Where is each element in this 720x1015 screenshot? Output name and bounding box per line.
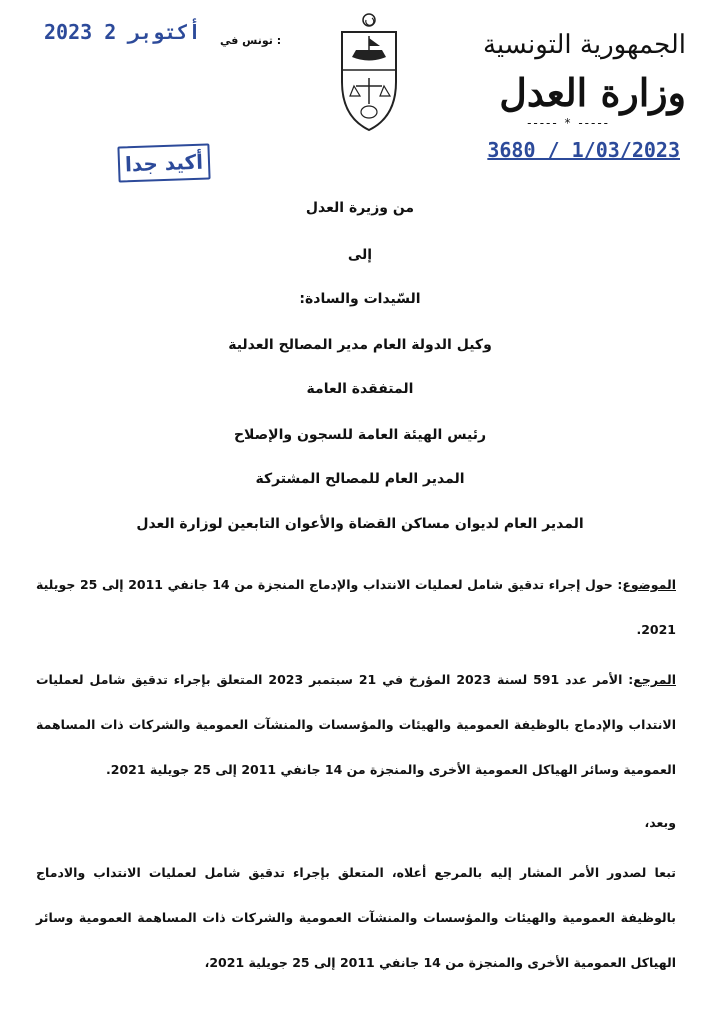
recipient-line: وكيل الدولة العام مدير المصالح العدلية <box>228 337 492 353</box>
urgent-stamp: أكيد جدا <box>117 143 210 182</box>
recipient-line: رئيس الهيئة العامة للسجون والإصلاح <box>233 427 487 443</box>
recipient-line: المدير العام للمصالح المشتركة <box>255 471 465 487</box>
opening-line: وبعد، <box>644 815 676 830</box>
to-line: إلى <box>347 247 373 263</box>
reference-text: : الأمر عدد 591 لسنة 2023 المؤرخ في 21 سبتمبر 2023 المتعلق بإجراء تدقيق شامل لعمليات الانتداب والإدماج بالوظيفة العمومية والهيئات والمؤسسات والمنشآت العمومية والشركات ذات المساهمة العمومية وسائر الهياكل العمومية الأخرى والمنجزة من 14 جانفي 2011 إلى 25 جويلية 2021. <box>36 672 676 777</box>
subject-paragraph <box>36 562 676 652</box>
sender-line: من وزيرة العدل <box>305 200 415 216</box>
subject-label: الموضوع <box>622 577 676 592</box>
salutation-line: السّيدات والسادة: <box>299 291 421 307</box>
republic-title: الجمهورية التونسية <box>482 30 686 60</box>
tunisia-coat-of-arms-icon <box>338 12 400 134</box>
tunis-date-label: تونس في : <box>220 34 282 47</box>
recipient-line: المتفقدة العامة <box>306 381 414 397</box>
recipient-line: المدير العام لديوان مساكن القضاة والأعوان التابعين لوزارة العدل <box>136 516 584 532</box>
ref-divider: ----- * ----- <box>527 116 610 130</box>
reference-label: المرجع <box>633 672 676 687</box>
reference-number: 3680 / 1/03/2023 <box>487 138 680 162</box>
reference-paragraph <box>36 657 676 792</box>
ministry-title: وزارة العدل <box>499 70 686 115</box>
subject-text: : حول إجراء تدقيق شامل لعمليات الانتداب والإدماج المنجزة من 14 جانفي 2011 إلى 25 جويلية 2021. <box>36 577 676 637</box>
date-stamp: 2023 أكتوبر 2 <box>44 20 201 44</box>
main-paragraph: تبعا لصدور الأمر المشار إليه بالمرجع أعلاه، المتعلق بإجراء تدقيق شامل لعمليات الانتداب والادماج بالوظيفة العمومية والهيئات والمؤسسات والمنشآت العمومية والشركات ذات المساهمة العمومية وسائر الهياكل العمومية الأخرى والمنجزة من 14 جانفي 2011 إلى 25 جويلية 2021، <box>36 865 676 970</box>
